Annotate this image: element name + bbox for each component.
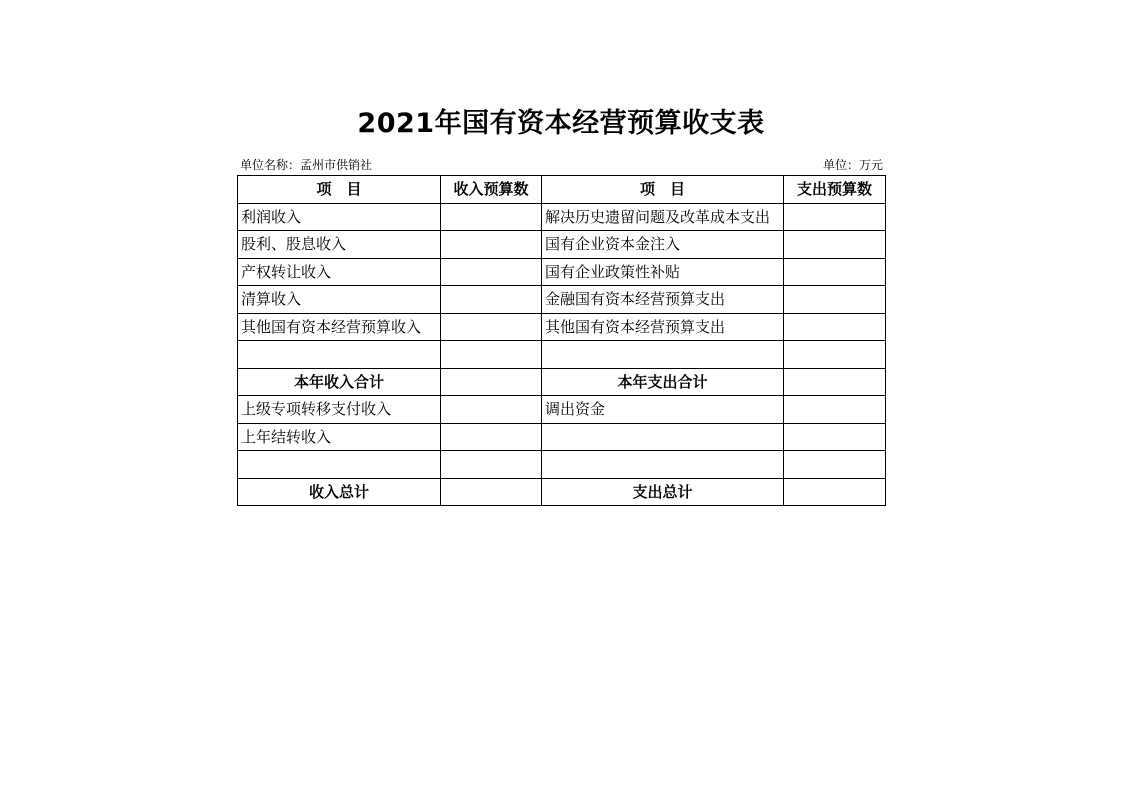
unit-name-label: 单位名称：孟州市供销社 [240, 158, 373, 172]
expense-amount-cell [784, 258, 886, 286]
table-row [238, 341, 886, 369]
expense-item-cell: 国有企业资本金注入 [542, 231, 784, 259]
header-income-amount: 收入预算数 [441, 176, 542, 204]
table-row [238, 286, 886, 314]
income-item-cell: 清算收入 [238, 286, 441, 314]
income-amount-cell [441, 231, 542, 259]
income-amount-cell [441, 368, 542, 396]
income-item-cell: 股利、股息收入 [238, 231, 441, 259]
income-amount-cell [441, 203, 542, 231]
expense-amount-cell [784, 231, 886, 259]
expense-amount-cell [784, 286, 886, 314]
table-row [238, 313, 886, 341]
header-income-item: 项 目 [238, 176, 441, 204]
income-item-cell: 本年收入合计 [238, 368, 441, 396]
income-amount-cell [441, 451, 542, 479]
table-total-row [238, 368, 886, 396]
expense-item-cell [542, 341, 784, 369]
header-expense-item: 项 目 [542, 176, 784, 204]
expense-item-cell: 调出资金 [542, 396, 784, 424]
income-amount-cell [441, 478, 542, 506]
expense-item-cell [542, 423, 784, 451]
table-row [238, 258, 886, 286]
expense-amount-cell [784, 451, 886, 479]
income-amount-cell [441, 258, 542, 286]
income-item-cell: 其他国有资本经营预算收入 [238, 313, 441, 341]
unit-label: 单位：万元 [822, 158, 883, 172]
income-amount-cell [441, 313, 542, 341]
income-item-cell: 利润收入 [238, 203, 441, 231]
table-total-row [238, 478, 886, 506]
income-item-cell [238, 451, 441, 479]
budget-table-body [238, 203, 886, 506]
income-amount-cell [441, 396, 542, 424]
header-expense-amount: 支出预算数 [784, 176, 886, 204]
expense-item-cell: 金融国有资本经营预算支出 [542, 286, 784, 314]
income-item-cell: 产权转让收入 [238, 258, 441, 286]
page-title: 2021年国有资本经营预算收支表 [357, 108, 765, 139]
expense-amount-cell [784, 313, 886, 341]
expense-amount-cell [784, 478, 886, 506]
expense-item-cell: 解决历史遗留问题及改革成本支出 [542, 203, 784, 231]
expense-amount-cell [784, 368, 886, 396]
income-item-cell: 上年结转收入 [238, 423, 441, 451]
expense-item-cell: 国有企业政策性补贴 [542, 258, 784, 286]
expense-item-cell: 支出总计 [542, 478, 784, 506]
income-amount-cell [441, 423, 542, 451]
table-row [238, 451, 886, 479]
table-row [238, 203, 886, 231]
expense-item-cell: 其他国有资本经营预算支出 [542, 313, 784, 341]
budget-table [237, 175, 886, 506]
expense-amount-cell [784, 203, 886, 231]
table-header-row [238, 176, 886, 204]
table-row [238, 231, 886, 259]
expense-amount-cell [784, 341, 886, 369]
income-amount-cell [441, 286, 542, 314]
income-amount-cell [441, 341, 542, 369]
expense-amount-cell [784, 396, 886, 424]
expense-item-cell: 本年支出合计 [542, 368, 784, 396]
income-item-cell: 收入总计 [238, 478, 441, 506]
expense-item-cell [542, 451, 784, 479]
income-item-cell [238, 341, 441, 369]
table-row [238, 396, 886, 424]
table-row [238, 423, 886, 451]
expense-amount-cell [784, 423, 886, 451]
income-item-cell: 上级专项转移支付收入 [238, 396, 441, 424]
